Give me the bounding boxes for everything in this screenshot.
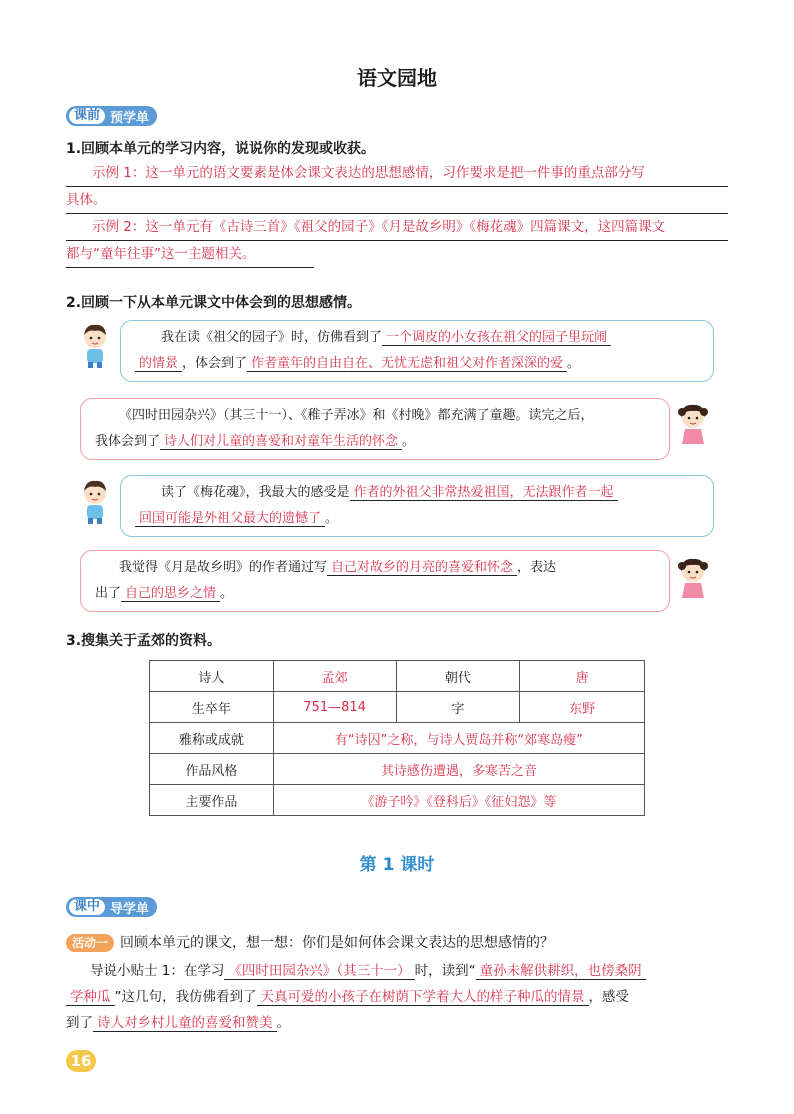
q1-example2-line2: 都与“童年往事”这一主题相关。 [66,246,256,262]
bubble4-text3: 出了 [95,586,122,601]
tip-fill1: 《四时田园杂兴》（其三十一） [224,963,414,980]
bubble1-text1: 我在读《祖父的园子》时，仿佛看到了 [161,330,383,345]
q1-example2-line1: 示例 2：这一单元有《古诗三首》《祖父的园子》《月是故乡明》《梅花魂》四篇课文，这四篇课文 [92,219,666,235]
girl-icon [676,556,710,602]
q1-example1-line2: 具体。 [66,192,107,208]
question-3: 3.搜集关于孟郊的资料。 [66,633,222,649]
bubble2-text2: 我体会到了 [95,434,161,449]
bubble1-fill1b: 的情景 [135,356,182,372]
pre-class-tag [66,106,157,126]
in-class-tag-a: 课中 [69,899,105,915]
tip-fill2b: 学种瓜 [66,989,115,1006]
table-cell: 雅称或成就 [150,723,274,754]
tip-fill4: 诗人对乡村儿童的喜爱和赞美 [93,1015,277,1032]
bubble4-end: 。 [220,586,234,601]
bubble2-end: 。 [402,434,416,449]
q1-example1-line1: 示例 1：这一单元的语文要素是体会课文表达的思想感情，习作要求是把一件事的重点部分写 [92,165,645,181]
bubble3-fill1b: 回国可能是外祖父最大的遗憾了 [135,511,325,527]
bubble3-end: 。 [325,511,339,526]
bubble-3 [120,475,714,537]
bubble1-fill1: 一个调皮的小女孩在祖父的园子里玩闹 [382,330,611,346]
tip-text3: ”这几句，我仿佛看到了 [114,989,257,1005]
in-class-tag [66,897,157,917]
activity-tip [66,958,730,1036]
table-row [150,692,645,723]
bubble2-text1: 《四时田园杂兴》（其三十一）、《稚子弄冰》和《村晚》都充满了童趣。读完之后， [119,408,594,423]
bubble1-text2: ，体会到了 [182,356,248,371]
page-title: 语文园地 [357,66,437,90]
bubble3-text1: 读了《梅花魂》，我最大的感受是 [161,485,350,500]
question-2: 2.回顾一下从本单元课文中体会到的思想感情。 [66,295,362,311]
bubble4-fill2: 自己的思乡之情 [121,586,220,602]
table-row [150,661,645,692]
table-cell: 主要作品 [150,785,274,816]
table-cell: 唐 [520,661,645,692]
table-row [150,723,645,754]
bubble-4 [80,550,670,612]
table-cell: 《游子吟》《登科后》《征妇怨》等 [273,785,644,816]
tip-fill3: 天真可爱的小孩子在树荫下学着大人的样子种瓜的情景 [257,989,589,1006]
pre-class-tag-b: 预学单 [110,110,150,126]
table-cell: 字 [396,692,520,723]
bubble1-end: 。 [567,356,581,371]
bubble2-fill1: 诗人们对儿童的喜爱和对童年生活的怀念 [160,434,402,450]
q1-answer [66,160,728,268]
table-cell: 作品风格 [150,754,274,785]
bubble4-fill1: 自己对故乡的月亮的喜爱和怀念 [327,560,517,576]
page-number: 16 [66,1050,96,1072]
info-table [149,660,645,816]
table-cell: 诗人 [150,661,274,692]
tip-fill2: 童孙未解供耕织，也傍桑阴 [476,963,646,980]
pre-class-tag-a: 课前 [69,108,105,124]
table-cell: 朝代 [396,661,520,692]
activity-label: 活动一 [66,934,114,952]
table-cell: 751—814 [273,692,396,723]
boy-icon [78,478,112,524]
tip-text4: ，感受 [588,989,629,1005]
tip-text1: 导说小贴士 1：在学习 [90,963,225,979]
bubble-1 [120,320,714,382]
tip-text2: 时，读到“ [414,963,476,979]
table-cell: 有“诗囚”之称，与诗人贾岛并称“郊寒岛瘦” [273,723,644,754]
bubble4-text1: 我觉得《月是故乡明》的作者通过写 [119,560,328,575]
bubble4-text2: ，表达 [517,560,557,575]
section-title: 第 1 课时 [359,855,435,875]
in-class-tag-b: 导学单 [110,901,150,917]
table-cell: 东野 [520,692,645,723]
girl-icon [676,402,710,448]
activity-heading [66,932,554,952]
question-1: 1.回顾本单元的学习内容，说说你的发现或收获。 [66,141,376,157]
table-cell: 生卒年 [150,692,274,723]
table-row [150,785,645,816]
table-cell: 其诗感伤遭遇，多寒苦之音 [273,754,644,785]
bubble1-fill2: 作者童年的自由自在、无忧无虑和祖父对作者深深的爱 [247,356,567,372]
table-row [150,754,645,785]
tip-text5: 到了 [66,1015,93,1031]
activity-text: 回顾本单元的课文，想一想：你们是如何体会课文表达的思想感情的？ [120,935,555,951]
bubble-2 [80,398,670,460]
bubble3-fill1: 作者的外祖父非常热爱祖国，无法跟作者一起 [350,485,618,501]
boy-icon [78,322,112,368]
table-cell: 孟郊 [273,661,396,692]
tip-end: 。 [276,1015,290,1031]
